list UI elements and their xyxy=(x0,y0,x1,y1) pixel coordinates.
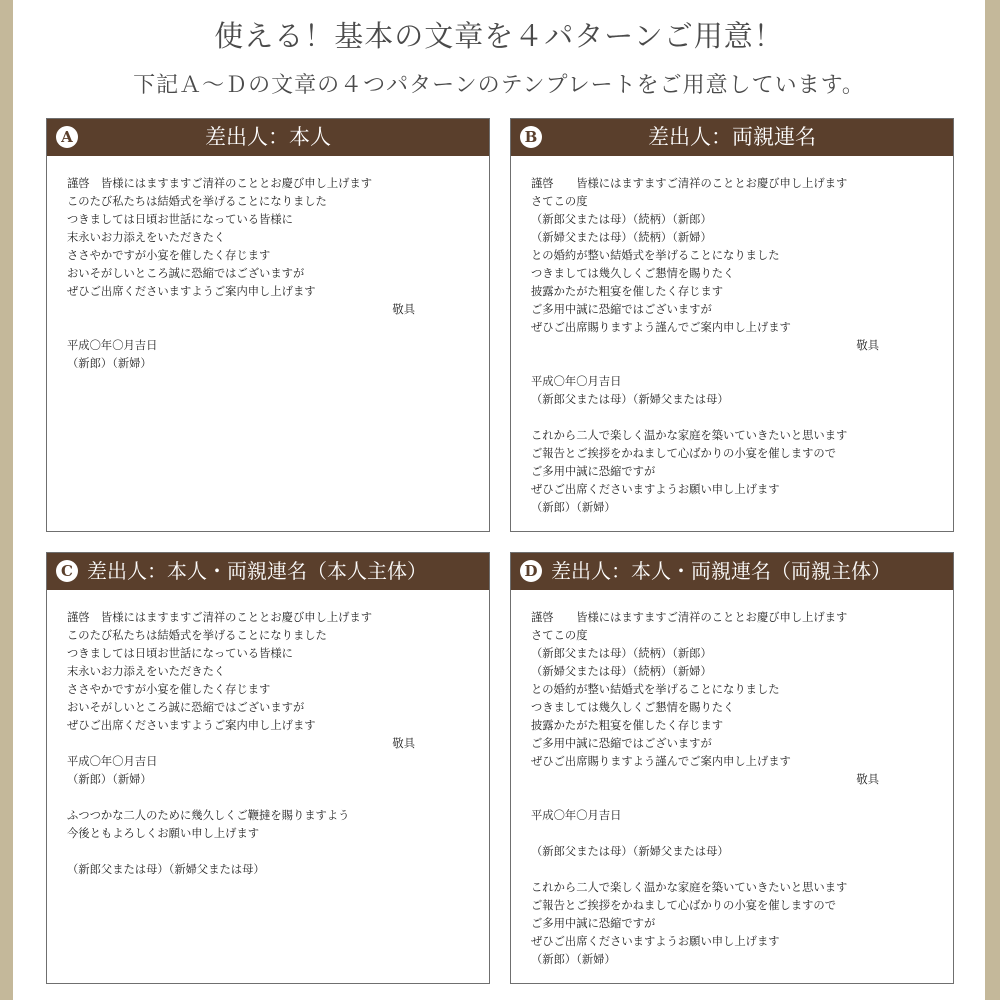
body-line: ぜひご出席くださいますようお願い申し上げます xyxy=(531,935,780,948)
date-line: 平成〇年〇月吉日 xyxy=(531,809,622,822)
body-line: （新婦父または母）（続柄）（新婦） xyxy=(531,665,712,678)
template-card-a xyxy=(46,118,490,532)
page-subtitle: 下記Ａ～Ｄの文章の４つパターンのテンプレートをご用意しています。 xyxy=(133,73,865,98)
card-letter-badge: C xyxy=(56,560,78,582)
body-line: つきましては幾久しくご懇情を賜りたく xyxy=(531,701,735,714)
body-line: 謹啓 皆様にはますますご清祥のこととお慶び申し上げます xyxy=(531,611,848,624)
body-line: ぜひご出席くださいますようご案内申し上げます xyxy=(67,719,316,732)
signature-line: （新郎）（新婦） xyxy=(531,501,616,514)
body-line: ご多用中誠に恐縮ですが xyxy=(531,465,656,478)
body-line: ふつつかな二人のために幾久しくご鞭撻を賜りますよう xyxy=(67,809,350,822)
body-line: さてこの度 xyxy=(531,629,588,642)
letter-body xyxy=(531,609,939,969)
card-letter-badge: D xyxy=(520,560,542,582)
template-card-d xyxy=(510,552,954,984)
page-title: 使える！基本の文章を４パターンご用意！ xyxy=(214,19,784,53)
body-line xyxy=(67,789,475,807)
signature-line: （新郎）（新婦） xyxy=(531,953,616,966)
body-line: 末永いお力添えをいただきたく xyxy=(67,665,226,678)
body-line: これから二人で楽しく温かな家庭を築いていきたいと思います xyxy=(531,881,848,894)
body-line: との婚約が整い結婚式を挙げることになりました xyxy=(531,249,780,262)
card-header xyxy=(511,553,953,590)
card-heading: 差出人：両親連名 xyxy=(648,125,816,149)
body-line: つきましては日頃お世話になっている皆様に xyxy=(67,213,293,226)
body-line: このたび私たちは結婚式を挙げることになりました xyxy=(67,195,327,208)
body-line xyxy=(531,789,939,807)
body-line xyxy=(531,355,939,373)
body-line xyxy=(531,825,939,843)
body-line: ぜひご出席賜りますよう謹んでご案内申し上げます xyxy=(531,755,791,768)
body-line: 謹啓 皆様にはますますご清祥のこととお慶び申し上げます xyxy=(67,177,373,190)
signature-line: （新郎）（新婦） xyxy=(67,773,152,786)
card-header xyxy=(47,119,489,156)
body-line: つきましては幾久しくご懇情を賜りたく xyxy=(531,267,735,280)
card-header xyxy=(511,119,953,156)
date-line: 平成〇年〇月吉日 xyxy=(67,755,158,768)
body-line: 謹啓 皆様にはますますご清祥のこととお慶び申し上げます xyxy=(531,177,848,190)
signature-line: （新郎父または母）（新婦父または母） xyxy=(67,863,265,876)
body-line: おいそがしいところ誠に恐縮ではございますが xyxy=(67,701,305,714)
letter-body xyxy=(531,175,939,517)
card-letter-badge: B xyxy=(520,126,542,148)
signature-line: （新郎父または母）（新婦父または母） xyxy=(531,845,729,858)
closing-word: 敬具 xyxy=(856,339,879,352)
body-line: ささやかですが小宴を催したく存じます xyxy=(67,683,271,696)
signature-line: （新郎父または母）（新婦父または母） xyxy=(531,393,729,406)
body-line xyxy=(531,861,939,879)
body-line: 披露かたがた粗宴を催したく存じます xyxy=(531,285,724,298)
body-line: （新婦父または母）（続柄）（新婦） xyxy=(531,231,712,244)
body-line: ぜひご出席くださいますようご案内申し上げます xyxy=(67,285,316,298)
body-line: さてこの度 xyxy=(531,195,588,208)
body-line: （新郎父または母）（続柄）（新郎） xyxy=(531,213,712,226)
body-line: おいそがしいところ誠に恐縮ではございますが xyxy=(67,267,305,280)
template-card-c xyxy=(46,552,490,984)
body-line: 末永いお力添えをいただきたく xyxy=(67,231,226,244)
body-line xyxy=(67,843,475,861)
body-line: 謹啓 皆様にはますますご清祥のこととお慶び申し上げます xyxy=(67,611,373,624)
closing-word: 敬具 xyxy=(392,303,415,316)
template-card-b xyxy=(510,118,954,532)
body-line: ご多用中誠に恐縮ではございますが xyxy=(531,737,712,750)
page xyxy=(13,0,985,1000)
card-heading: 差出人：本人 xyxy=(205,125,331,149)
body-line: ご報告とご挨拶をかねまして心ばかりの小宴を催しますので xyxy=(531,447,837,460)
closing-word: 敬具 xyxy=(856,773,879,786)
body-line: ご多用中誠に恐縮ではございますが xyxy=(531,303,712,316)
date-line: 平成〇年〇月吉日 xyxy=(531,375,622,388)
card-header xyxy=(47,553,489,590)
body-line: との婚約が整い結婚式を挙げることになりました xyxy=(531,683,780,696)
card-heading: 差出人：本人・両親連名（両親主体） xyxy=(551,559,891,583)
body-line: 今後ともよろしくお願い申し上げます xyxy=(67,827,260,840)
body-line: ご多用中誠に恐縮ですが xyxy=(531,917,656,930)
body-line xyxy=(531,409,939,427)
card-letter-badge: A xyxy=(56,126,78,148)
body-line: 披露かたがた粗宴を催したく存じます xyxy=(531,719,724,732)
closing-word: 敬具 xyxy=(392,737,415,750)
body-line: これから二人で楽しく温かな家庭を築いていきたいと思います xyxy=(531,429,848,442)
body-line: つきましては日頃お世話になっている皆様に xyxy=(67,647,293,660)
letter-body xyxy=(67,609,475,879)
body-line: （新郎父または母）（続柄）（新郎） xyxy=(531,647,712,660)
letter-body xyxy=(67,175,475,373)
body-line: ぜひご出席賜りますよう謹んでご案内申し上げます xyxy=(531,321,791,334)
body-line: ぜひご出席くださいますようお願い申し上げます xyxy=(531,483,780,496)
body-line: ささやかですが小宴を催したく存じます xyxy=(67,249,271,262)
card-heading: 差出人：本人・両親連名（本人主体） xyxy=(87,559,427,583)
body-line xyxy=(67,319,475,337)
signature-line: （新郎）（新婦） xyxy=(67,357,152,370)
date-line: 平成〇年〇月吉日 xyxy=(67,339,158,352)
body-line: ご報告とご挨拶をかねまして心ばかりの小宴を催しますので xyxy=(531,899,837,912)
body-line: このたび私たちは結婚式を挙げることになりました xyxy=(67,629,327,642)
